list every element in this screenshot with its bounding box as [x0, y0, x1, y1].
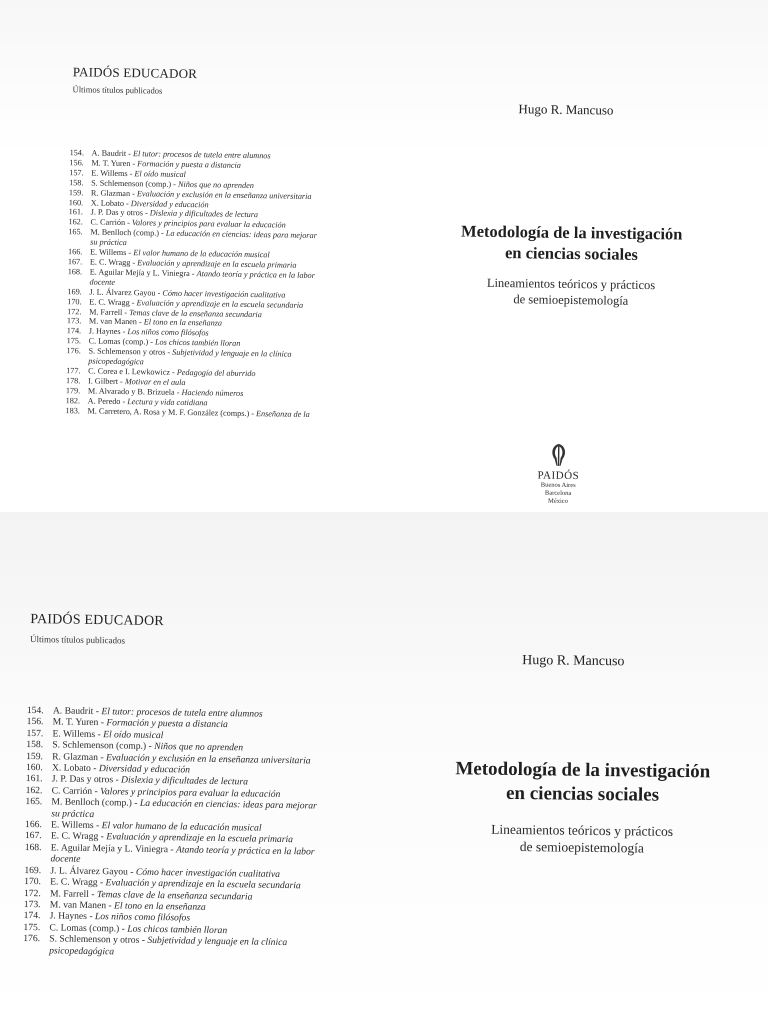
catalog-entry-title: Motivar en el aula	[124, 376, 186, 387]
catalog-entry-number: 175.	[23, 921, 41, 933]
catalog-entry-number: 157.	[26, 727, 44, 740]
catalog-entry-number: 162.	[68, 217, 83, 227]
catalog-entry-number: 154.	[69, 148, 85, 158]
catalog-entry-number: 161.	[25, 773, 43, 785]
catalog-entry-number: 166.	[67, 247, 83, 257]
catalog-entry-number: 157.	[69, 167, 84, 178]
catalog-entry-number: 167.	[24, 830, 42, 842]
publisher-city: México	[548, 497, 568, 505]
catalog-entry-title: Niños que no aprenden	[154, 741, 244, 754]
catalog-entry-author: R. Glazman -	[90, 188, 137, 198]
catalog-entry-number: 158.	[26, 739, 44, 751]
series-title: PAIDÓS EDUCADOR	[72, 64, 198, 82]
catalog-entry-number: 183.	[65, 405, 80, 415]
catalog-entry-number: 158.	[69, 177, 84, 188]
book-subtitle-line: de semioepistemología	[513, 292, 629, 308]
catalog-entry-title: Dislexia y dificultades de lectura	[121, 774, 248, 788]
catalog-entry-title: Haciendo números	[181, 387, 244, 398]
catalog-entry-title: El valor humano de la educación musical	[133, 248, 270, 260]
catalog-entry-title: psicopedagógica	[49, 944, 115, 957]
left-page	[22, 512, 370, 1024]
catalog-entry-title: Dislexia y dificultades de lectura	[149, 208, 259, 220]
catalog-entry-title: Niños que no aprenden	[177, 179, 254, 190]
catalog-entry-author: M. Farrell -	[49, 887, 97, 900]
publisher-name: PAIDÓS	[537, 469, 580, 483]
catalog-entry-title: docente	[50, 853, 81, 866]
book-title	[426, 220, 717, 266]
catalog-entry-title: Lectura y vida cotidiana	[127, 396, 208, 408]
catalog-entry-number: 170.	[67, 296, 82, 306]
catalog-entry-author: E. Willems -	[52, 728, 104, 740]
catalog-entry-author: M. T. Yuren -	[91, 158, 138, 169]
catalog-entry-number: 166.	[25, 819, 42, 831]
catalog-entry-number: 167.	[67, 257, 83, 267]
catalog-entry-author: C. Lomas (comp.) -	[88, 336, 156, 347]
catalog-entry-number: 160.	[25, 762, 43, 774]
catalog-entry-number: 159.	[68, 187, 84, 198]
catalog-entry-author: E. Willems -	[51, 819, 102, 832]
catalog-entry-number: 169.	[24, 864, 42, 876]
book-author: Hugo R. Mancuso	[518, 101, 614, 118]
catalog-entry-title: Subjetividad y lenguaje en la clínica	[172, 347, 292, 359]
book-title-line: en ciencias sociales	[505, 782, 660, 806]
catalog-entry-author: C. Corea e I. Lewkowicz -	[88, 366, 177, 377]
catalog-entry-author: A. Peredo -	[87, 396, 128, 406]
catalog-entry-author: C. Lomas (comp.) -	[49, 922, 128, 935]
catalog-entry-author: C. Carrión -	[51, 785, 101, 797]
catalog-entry-title: Pedagogía del aburrido	[176, 367, 256, 379]
publisher-city: Barcelona	[544, 489, 572, 498]
catalog-entry-author: X. Lobato -	[51, 762, 99, 775]
catalog-entry-title: Evaluación y exclusión en la enseñanza universitaria	[105, 751, 311, 767]
series-title: PAIDÓS EDUCADOR	[30, 612, 164, 630]
catalog-entry-number: 173.	[66, 316, 82, 326]
catalog-entry-author: E. Aguilar Mejía y L. Viniegra -	[89, 267, 197, 279]
catalog-entry-title: El oído musical	[134, 169, 186, 179]
catalog-entry-title: Evaluación y aprendizaje en la escuela secundaria	[105, 877, 301, 892]
book-subtitle-line: de semioepistemología	[519, 839, 645, 856]
catalog-entry-author: J. Haynes -	[49, 910, 96, 923]
catalog-entry-title: Evaluación y aprendizaje en la escuela primaria	[137, 258, 297, 270]
catalog-entry-number: 176.	[23, 933, 41, 945]
catalog-entry-number: 165.	[68, 227, 83, 237]
left-page	[52, 0, 360, 512]
catalog-entry-title: Evaluación y exclusión en la enseñanza universitaria	[136, 188, 312, 201]
catalog-entry-title: Temas clave de la enseñanza secundaria	[129, 307, 262, 319]
catalog-entry-author: C. Carrión -	[90, 217, 132, 228]
book-title-line: Metodología de la investigación	[460, 221, 683, 244]
catalog-entry-number: 170.	[24, 876, 42, 888]
catalog-entry-number: 161.	[68, 207, 84, 217]
catalog-entry-number: 173.	[23, 898, 41, 911]
book-title-line: Metodología de la investigación	[455, 758, 711, 783]
catalog-entry-title: El tutor: procesos de tutela entre alumnos	[132, 149, 271, 161]
catalog-entry-title: Temas clave de la enseñanza secundaria	[96, 888, 253, 903]
catalog-entry-title: El oído musical	[103, 728, 164, 741]
title-page	[423, 0, 730, 512]
catalog-entry-author: M. T. Yuren -	[52, 716, 107, 729]
catalog-entry-number: 162.	[25, 784, 43, 797]
catalog-entry-title: Los chicos también lloran	[154, 337, 241, 349]
catalog-entry-author: S. Schlemenson (comp.) -	[52, 739, 155, 753]
catalog-entry-number: 165.	[25, 796, 43, 808]
book-subtitle	[432, 820, 732, 858]
catalog-entry-author: E. C. Wragg -	[89, 257, 138, 268]
catalog-entry-author: E. C. Wragg -	[50, 876, 106, 889]
book-title	[432, 757, 733, 809]
catalog-entry-author: E. C. Wragg -	[50, 830, 107, 843]
publisher-city: Buenos Aires	[540, 481, 576, 490]
catalog-entry-author: J. P. Das y otros -	[51, 773, 122, 786]
scan-bottom	[0, 512, 768, 1024]
publisher-block	[513, 441, 604, 506]
catalog-entry-number: 156.	[69, 158, 84, 168]
catalog-list	[23, 705, 318, 960]
catalog-entry-title: su práctica	[90, 237, 127, 248]
catalog-entry-number: 168.	[67, 267, 83, 277]
catalog-entry-author: M. Benlloch (comp.) -	[51, 796, 140, 810]
title-page	[430, 512, 756, 1024]
catalog-entry-author: E. Willems -	[89, 247, 134, 258]
catalog-entry-author: S. Schlemenson y otros -	[49, 933, 148, 947]
catalog-entry-title: Diversidad y educación	[98, 763, 191, 776]
catalog-entry-number: 159.	[26, 750, 44, 762]
catalog-entry-title: Atando teoría y práctica en la labor	[196, 269, 315, 280]
catalog-entry-author: J. P. Das y otros -	[90, 207, 150, 218]
catalog-entry-title: psicopedagógica	[88, 356, 144, 367]
catalog-entry-number: 182.	[65, 395, 81, 406]
catalog-entry-author: M. Benlloch (comp.) -	[90, 227, 166, 238]
catalog-entry-author: J. L. Álvarez Gayou -	[50, 865, 136, 878]
catalog-entry-title: Los chicos también lloran	[127, 923, 228, 936]
catalog-entry-title: Atando teoría y práctica en la labor	[175, 844, 315, 858]
catalog-entry-title: Valores y principios para evaluar la educación	[131, 218, 286, 230]
catalog-entry-number: 154.	[26, 704, 44, 717]
catalog-entry-title: Cómo hacer investigación cualitativa	[135, 866, 281, 880]
catalog-entry-title: El tono en la enseñanza	[143, 317, 223, 328]
catalog-entry-title: Formación y puesta a distancia	[106, 717, 228, 731]
catalog-entry-author: E. Willems -	[91, 168, 135, 179]
catalog-entry-title: Diversidad y educación	[130, 198, 209, 209]
catalog-entry-author: E. C. Wragg -	[89, 297, 137, 307]
book-subtitle-line: Lineamientos teóricos y prácticos	[486, 275, 656, 293]
catalog-entry-title: El tutor: procesos de tutela entre alumnos	[101, 706, 263, 720]
catalog-entry-title: Los niños como filósofos	[94, 911, 191, 924]
catalog-entry-title: La educación en ciencias: ideas para mejorar	[165, 228, 317, 241]
catalog-entry-number: 177.	[66, 366, 81, 376]
catalog-entry-author: S. Schlemenson (comp.) -	[91, 178, 179, 189]
catalog-entry-number: 160.	[68, 197, 84, 207]
catalog-entry-author: A. Baudrit -	[52, 705, 102, 718]
catalog-entry-title: Evaluación y aprendizaje en la escuela primaria	[106, 831, 294, 846]
catalog-entry-number: 174.	[23, 910, 41, 922]
catalog-entry-author: M. van Manen -	[49, 899, 115, 912]
book-subtitle-line: Lineamientos teóricos y prácticos	[491, 821, 674, 839]
catalog-entry-number: 156.	[26, 716, 44, 728]
catalog-entry-author: R. Glazman -	[52, 751, 107, 763]
catalog-entry-author: M. Carretero, A. Rosa y M. F. González (comps.) -	[87, 406, 257, 418]
series-subtitle: Últimos títulos publicados	[29, 634, 126, 646]
catalog-entry-number: 172.	[67, 306, 82, 316]
catalog-entry-author: X. Lobato -	[90, 198, 131, 208]
catalog-entry-author: I. Gilbert -	[87, 376, 125, 386]
catalog-list	[65, 148, 318, 419]
catalog-entry-title: Formación y puesta a distancia	[137, 159, 241, 170]
catalog-entry-title: Valores y principios para evaluar la educación	[100, 785, 281, 800]
catalog-entry-title: Enseñanza de la	[255, 408, 310, 419]
catalog-entry-title: El tono en la enseñanza	[113, 900, 206, 913]
book-author: Hugo R. Mancuso	[522, 653, 625, 670]
catalog-entry-title: Los niños como filósofos	[127, 327, 209, 338]
book-title-line: en ciencias sociales	[504, 243, 639, 264]
catalog-entry-author: M. Farrell -	[89, 306, 130, 317]
catalog-entry-title: La educación en ciencias: ideas para mejorar	[139, 798, 317, 812]
catalog-entry-title: Evaluación y aprendizaje en la escuela secundaria	[136, 297, 304, 310]
catalog-entry-author: A. Baudrit -	[91, 148, 134, 159]
catalog-entry-number: 168.	[24, 841, 42, 854]
catalog-entry-number: 172.	[23, 887, 41, 899]
series-subtitle: Últimos títulos publicados	[72, 84, 163, 96]
book-subtitle	[426, 274, 716, 310]
catalog-entry-number: 179.	[65, 385, 81, 396]
catalog-entry-title: su práctica	[51, 808, 95, 820]
catalog-entry-author: E. Aguilar Mejía y L. Viniegra -	[50, 842, 177, 856]
catalog-entry-author: J. Haynes -	[88, 326, 128, 337]
paidos-logo-icon	[547, 442, 569, 468]
catalog-entry-number: 175.	[66, 336, 82, 346]
catalog-entry-number: 169.	[67, 286, 82, 297]
catalog-entry-number: 174.	[66, 326, 82, 336]
catalog-entry-author: M. van Manen -	[88, 316, 144, 327]
catalog-entry-title: Cómo hacer investigación cualitativa	[162, 288, 286, 300]
catalog-entry-number: 178.	[65, 375, 81, 386]
catalog-entry-author: S. Schlemenson y otros -	[88, 346, 173, 357]
catalog-entry-author: M. Alvarado y B. Brizuela -	[87, 386, 182, 397]
catalog-entry-title: docente	[89, 277, 116, 287]
catalog-entry-title: Subjetividad y lenguaje en la clínica	[147, 935, 288, 949]
catalog-entry-author: J. L. Álvarez Gayou -	[89, 287, 163, 298]
catalog-entry-number: 176.	[66, 346, 81, 356]
catalog-entry-title: El valor humano de la educación musical	[101, 820, 262, 834]
